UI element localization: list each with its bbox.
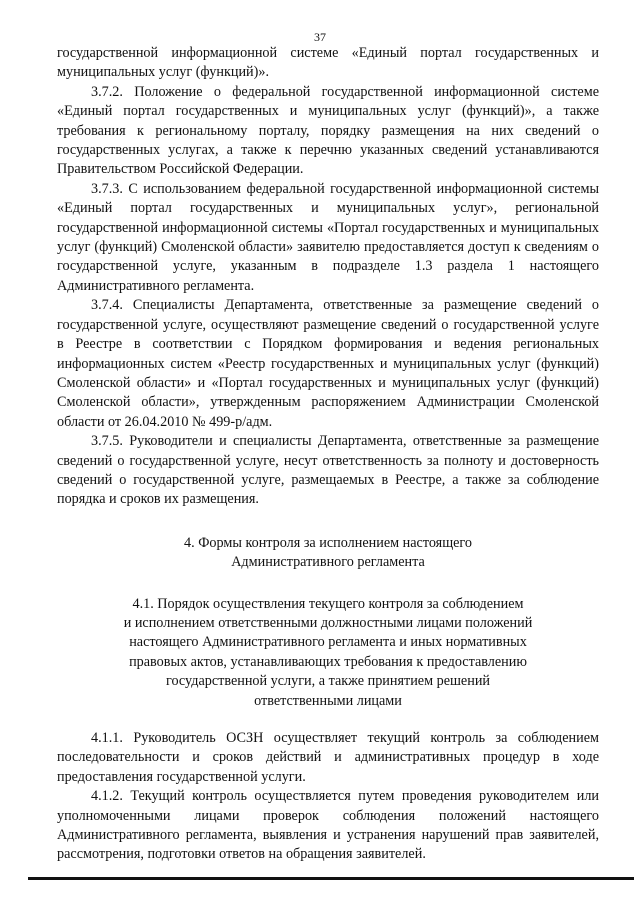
section-heading-line: 4. Формы контроля за исполнением настоящего xyxy=(184,534,472,551)
paragraph-3-7-3: 3.7.3. С использованием федеральной государственной информационной системы «Единый портал государственных и муниципальных услуг», региональной государственной информационной системы «Портал государственных и муниципальных услуг (функций) Смоленской области» заявителю предоставляется доступ к сведениям о государственной услуге, указанным в подразделе 1.3 раздела 1 настоящего Административного регламента. xyxy=(57,180,599,294)
section-heading-line: Административного регламента xyxy=(231,554,425,571)
subsection-heading-line: правовых актов, устанавливающих требования к предоставлению xyxy=(129,653,527,670)
paragraph-continuation: государственной информационной системе «Единый портал государственных и муниципальных услуг (функций)». xyxy=(57,45,599,81)
page-number: 37 xyxy=(314,30,326,44)
subsection-heading-line: настоящего Административного регламента и иных нормативных xyxy=(129,634,527,651)
paragraph-4-1-1: 4.1.1. Руководитель ОСЗН осуществляет текущий контроль за соблюдением последовательности и сроков действий и административных процедур в ходе предоставления государственной услуги. xyxy=(57,730,599,785)
section-heading xyxy=(57,534,599,573)
subsection-heading-line: 4.1. Порядок осуществления текущего контроля за соблюдением xyxy=(132,595,524,612)
paragraph-4-1-2: 4.1.2. Текущий контроль осуществляется путем проведения руководителем или уполномоченными лицами проверок соблюдения положений настоящего Административного регламента, выявления и устранения нарушений прав заявителей, рассмотрения, подготовки ответов на обращения заявителей. xyxy=(57,788,599,863)
subsection-heading xyxy=(57,595,599,711)
subsection-heading-line: и исполнением ответственными должностными лицами положений xyxy=(123,614,533,631)
paragraph-3-7-5: 3.7.5. Руководители и специалисты Департамента, ответственные за размещение сведений о государственной услуге, несут ответственность за полноту и достоверность сведений о государственной услуге, размещаемых в Реестре, а также за соблюдение порядка и сроков их размещения. xyxy=(57,433,599,508)
paragraph-3-7-4: 3.7.4. Специалисты Департамента, ответственные за размещение сведений о государственной услуге, осуществляют размещение сведений о государственной услуге в Реестре в соответствии с Порядком формирования и ведения региональных информационных систем «Реестр государственных и муниципальных услуг (функций) Смоленской области» и «Портал государственных и муниципальных услуг (функций) Смоленской области», утвержденным распоряжением Администрации Смоленской области от 26.04.2010 № 499-р/адм. xyxy=(57,297,599,430)
document-body xyxy=(57,44,599,865)
bottom-divider xyxy=(28,877,634,880)
subsection-heading-line: ответственными лицами xyxy=(254,692,402,709)
paragraph-3-7-2: 3.7.2. Положение о федеральной государственной информационной системе «Единый портал государственных и муниципальных услуг (функций)», а также требования к региональному порталу, порядку размещения на них сведений о государственных услугах, а также к перечню указанных сведений устанавливаются Правительством Российской Федерации. xyxy=(57,83,599,178)
subsection-heading-line: государственной услуги, а также принятием решений xyxy=(166,673,490,690)
subsection-body xyxy=(57,729,599,865)
